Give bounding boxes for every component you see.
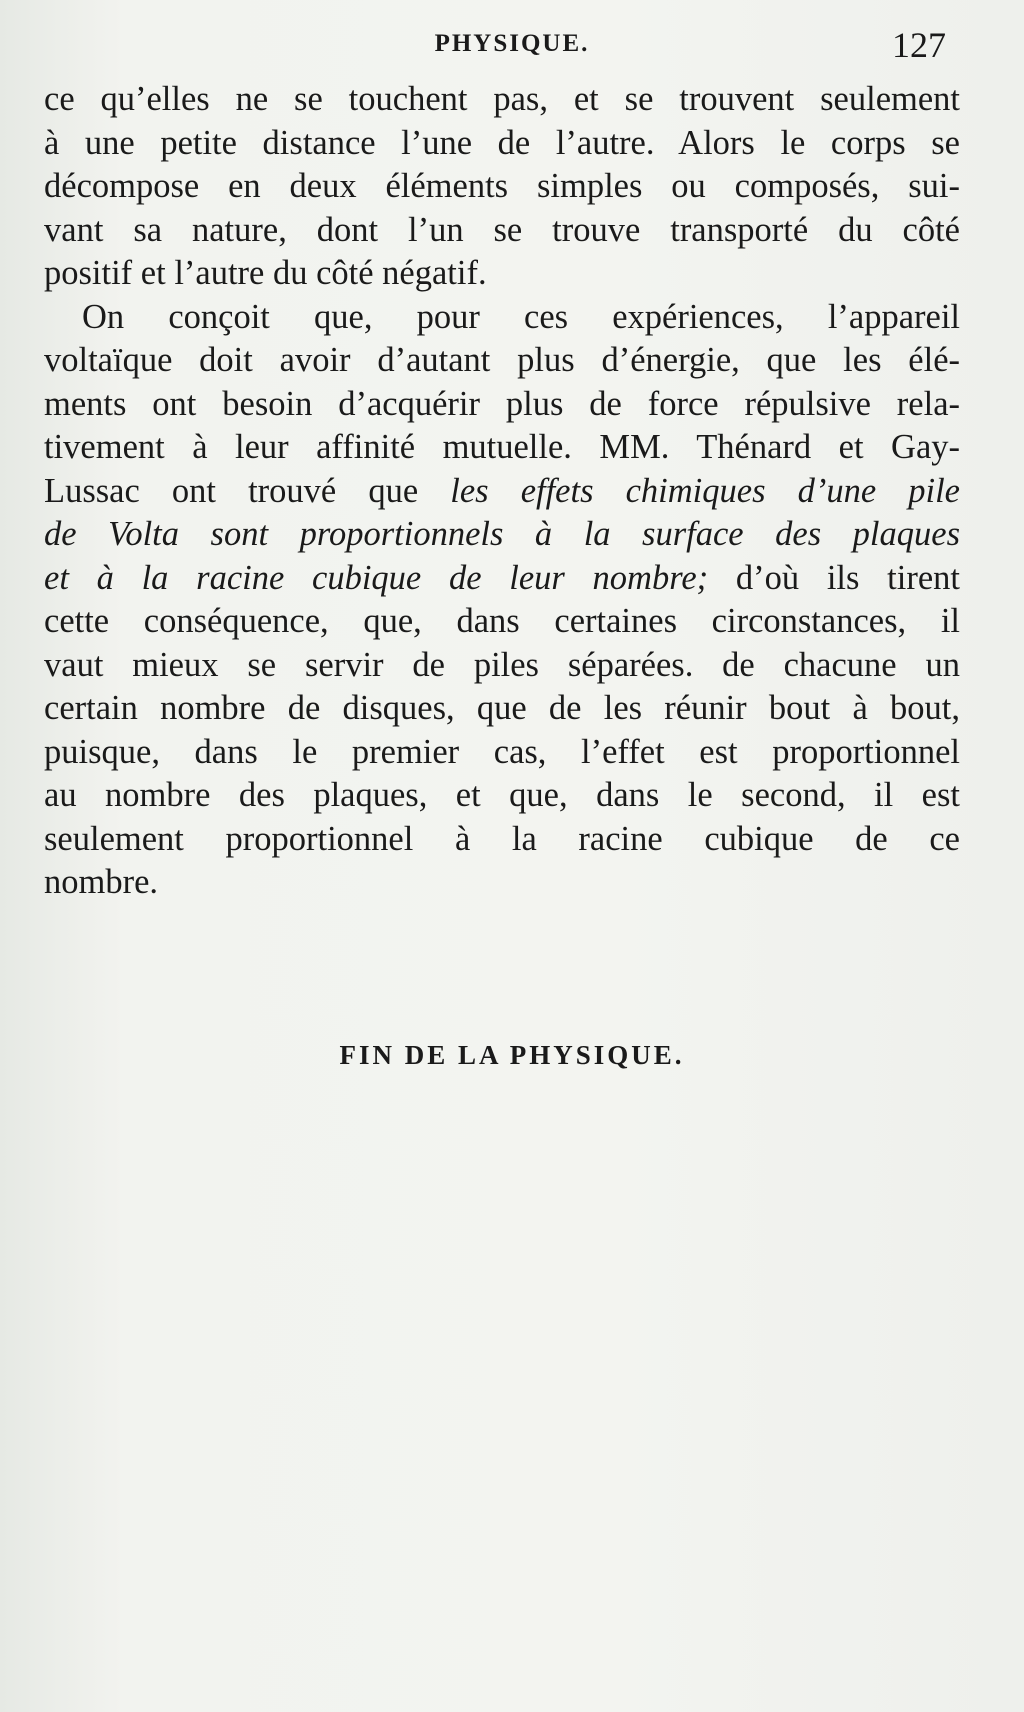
page-number: 127	[892, 25, 946, 65]
italic-quote-segment: les effets chimiques d’une pile	[450, 471, 960, 510]
roman-segment: Lussac ont trouvé que	[44, 471, 451, 510]
roman-segment: d’où ils tirent	[708, 558, 960, 597]
text-line: décompose en deux éléments simples ou composés, sui-	[44, 167, 960, 205]
italic-quote-segment: de Volta sont proportionnels à la surface des plaques	[44, 515, 960, 553]
text-line-italic	[44, 513, 960, 557]
text-line: certain nombre de disques, que de les réunir bout à bout,	[44, 689, 960, 727]
text-line: ce qu’elles ne se touchent pas, et se trouvent seulement	[44, 80, 960, 118]
italic-quote-segment: et à la racine cubique de leur nombre;	[44, 558, 709, 597]
text-line: On conçoit que, pour ces expériences, l’appareil	[82, 297, 960, 336]
running-title: PHYSIQUE.	[434, 30, 590, 57]
text-line: au nombre des plaques, et que, dans le second, il est	[44, 776, 960, 814]
text-line: vant sa nature, dont l’un se trouve transporté du côté	[44, 210, 960, 249]
text-line: à une petite distance l’une de l’autre. Alors le corps se	[44, 123, 960, 162]
end-title: FIN DE LA PHYSIQUE.	[339, 1040, 685, 1070]
text-line: voltaïque doit avoir d’autant plus d’énergie, que les élé-	[44, 341, 960, 379]
body-text	[44, 78, 960, 905]
text-line: cette conséquence, que, dans certaines circonstances, il	[44, 602, 960, 640]
page-header	[0, 24, 1024, 68]
text-line: positif et l’autre du côté négatif.	[44, 254, 487, 292]
text-line: ments ont besoin d’acquérir plus de force répulsive rela-	[44, 384, 960, 423]
text-line: tivement à leur affinité mutuelle. MM. Thénard et Gay-	[44, 428, 960, 466]
text-line-mixed	[44, 470, 960, 514]
text-line-mixed	[44, 557, 960, 601]
text-line: nombre.	[44, 863, 159, 901]
text-line: vaut mieux se servir de piles séparées. de chacune un	[44, 645, 960, 684]
text-line: seulement proportionnel à la racine cubique de ce	[44, 819, 960, 858]
text-line: puisque, dans le premier cas, l’effet est proportionnel	[44, 732, 960, 771]
